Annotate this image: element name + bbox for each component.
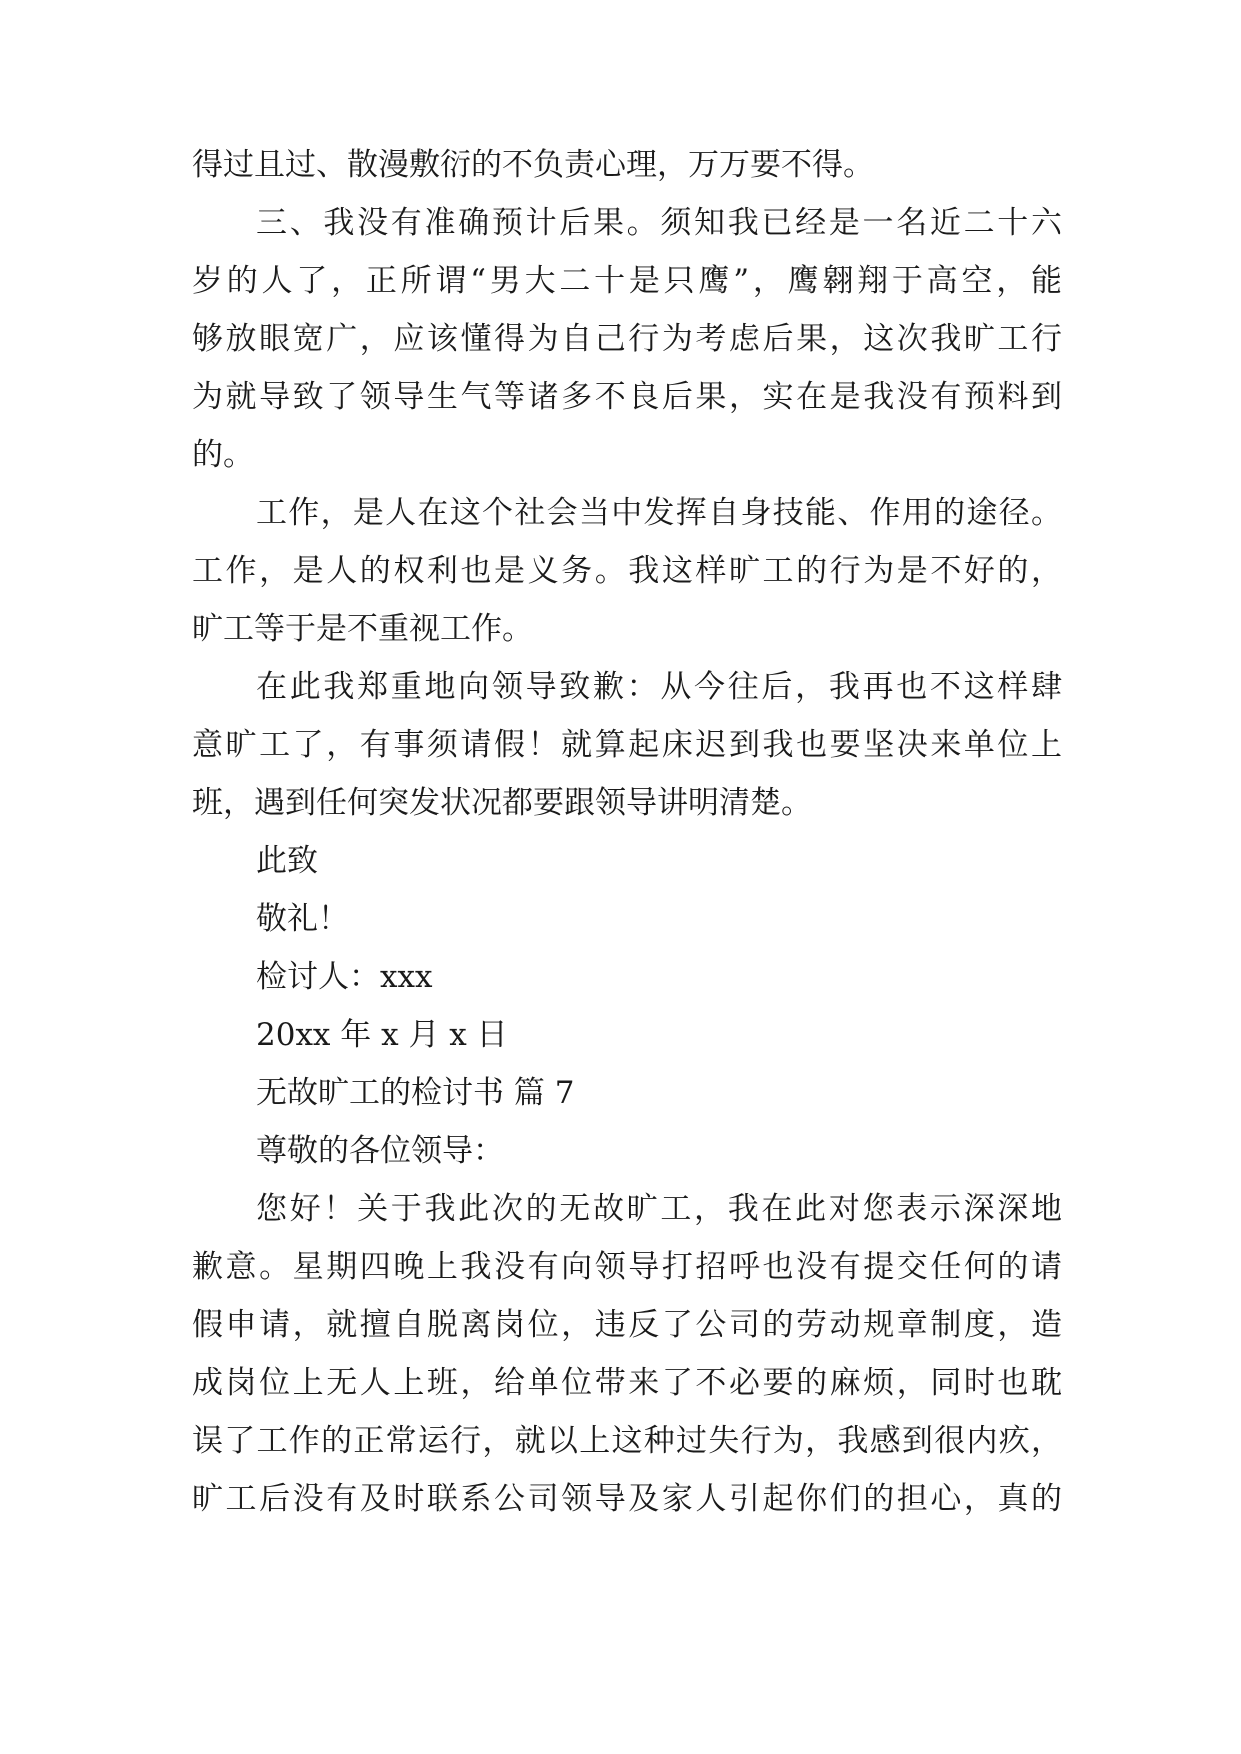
text-line: 在此我郑重地向领导致歉：从今往后，我再也不这样肆 [256,669,1062,705]
greeting: 尊敬的各位领导： [256,1133,504,1169]
text-line: 成岗位上无人上班，给单位带来了不必要的麻烦，同时也耽 [192,1365,1062,1401]
closing-salutation: 此致 [256,843,318,879]
text-line: 旷工等于是不重视工作。 [192,611,533,647]
text-line: 工作，是人的权利也是义务。我这样旷工的行为是不好的， [192,553,1062,589]
text-line: 的。 [192,437,254,473]
text-line: 旷工后没有及时联系公司领导及家人引起你们的担心，真的 [192,1481,1062,1517]
section-title: 无故旷工的检讨书 篇 7 [256,1075,575,1111]
text-line: 歉意。星期四晚上我没有向领导打招呼也没有提交任何的请 [192,1249,1062,1285]
text-line: 工作，是人在这个社会当中发挥自身技能、作用的途径。 [256,495,1062,531]
text-line: 三、我没有准确预计后果。须知我已经是一名近二十六 [256,205,1062,241]
text-line: 够放眼宽广，应该懂得为自己行为考虑后果，这次我旷工行 [192,321,1062,357]
text-line: 为就导致了领导生气等诸多不良后果，实在是我没有预料到 [192,379,1062,415]
text-line: 假申请，就擅自脱离岗位，违反了公司的劳动规章制度，造 [192,1307,1062,1343]
text-line: 您好！关于我此次的无故旷工，我在此对您表示深深地 [256,1191,1062,1227]
text-line: 意旷工了，有事须请假！就算起床迟到我也要坚决来单位上 [192,727,1062,763]
signature-line: 检讨人：xxx [256,959,433,995]
text-line: 岁的人了，正所谓“男大二十是只鹰”，鹰翱翔于高空，能 [192,263,1062,299]
closing-regards: 敬礼！ [256,901,349,937]
text-line: 误了工作的正常运行，就以上这种过失行为，我感到很内疚， [192,1423,1062,1459]
date-line: 20xx 年 x 月 x 日 [256,1017,508,1053]
text-line: 得过且过、散漫敷衍的不负责心理，万万要不得。 [192,147,874,183]
text-line: 班，遇到任何突发状况都要跟领导讲明清楚。 [192,785,812,821]
